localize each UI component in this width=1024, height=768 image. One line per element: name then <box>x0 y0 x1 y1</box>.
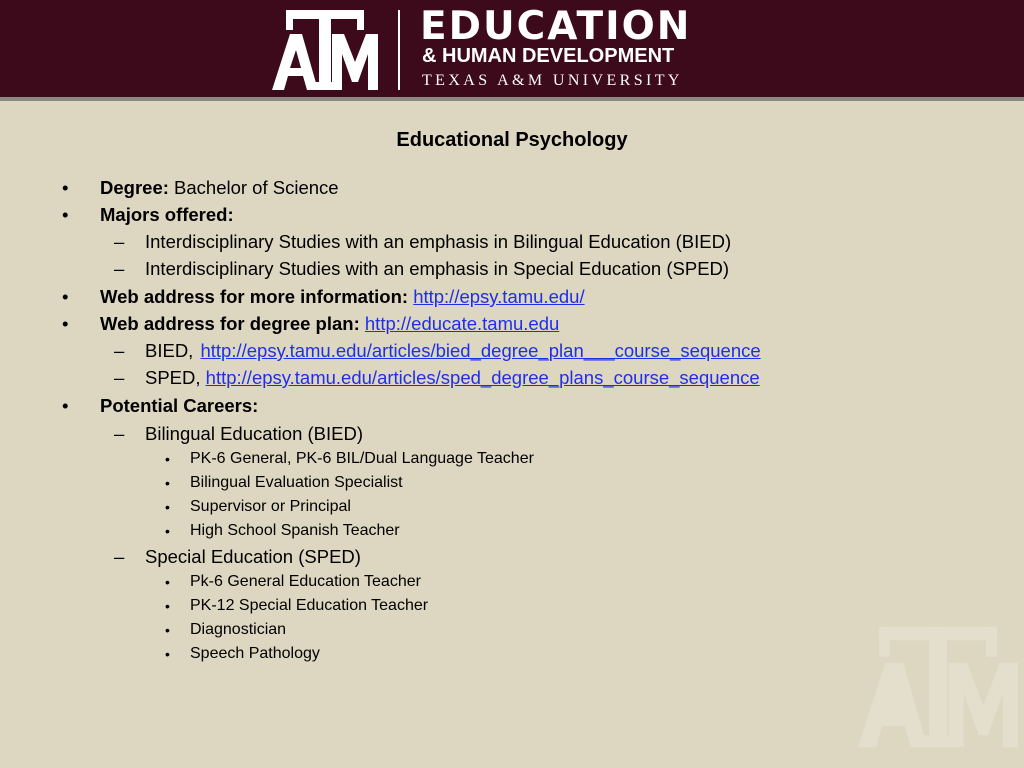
dash-icon: – <box>114 231 125 252</box>
career-item: Bilingual Evaluation Specialist <box>190 474 403 491</box>
college-name-secondary: & HUMAN DEVELOPMENT <box>422 45 675 67</box>
major-item-sped: Interdisciplinary Studies with an emphasis in Special Education (SPED) <box>145 258 730 279</box>
atm-watermark-icon <box>858 618 1018 756</box>
bullet-icon: • <box>62 177 69 198</box>
logo-divider <box>398 10 400 90</box>
bullet-icon: • <box>165 574 170 590</box>
major-item-bied: Interdisciplinary Studies with an emphasis in Bilingual Education (BIED) <box>145 231 732 252</box>
plan-link-sped-item <box>145 365 760 391</box>
career-item: High School Spanish Teacher <box>190 522 400 539</box>
career-item: Supervisor or Principal <box>190 498 351 515</box>
plan-link-sped-prefix: SPED, <box>145 367 201 388</box>
bullet-icon: • <box>165 523 170 539</box>
university-name: TEXAS A&M UNIVERSITY <box>422 72 683 89</box>
career-heading-sped: Special Education (SPED) <box>145 546 361 567</box>
plan-link-bied-prefix: BIED, <box>145 340 194 361</box>
bullet-icon: • <box>165 451 170 467</box>
dash-icon: – <box>114 258 125 279</box>
dash-icon: – <box>114 340 125 361</box>
plan-link-sped[interactable]: http://epsy.tamu.edu/articles/sped_degree_plans_course_sequence <box>205 367 760 388</box>
web-plan-label: Web address for degree plan: <box>100 313 360 334</box>
bullet-icon: • <box>62 313 69 334</box>
web-plan-item <box>100 311 559 337</box>
atm-logo-icon <box>272 10 378 90</box>
web-info-link[interactable]: http://epsy.tamu.edu/ <box>413 286 585 307</box>
bullet-icon: • <box>165 598 170 614</box>
header-banner <box>0 0 1024 101</box>
career-heading-bied: Bilingual Education (BIED) <box>145 423 363 444</box>
bullet-icon: • <box>62 286 69 307</box>
bullet-icon: • <box>165 646 170 662</box>
slide-title: Educational Psychology <box>396 129 628 151</box>
degree-item <box>100 175 339 201</box>
degree-value: Bachelor of Science <box>174 177 339 198</box>
careers-label: Potential Careers: <box>100 395 259 416</box>
career-item: Pk-6 General Education Teacher <box>190 573 421 590</box>
career-item: Speech Pathology <box>190 645 320 662</box>
dash-icon: – <box>114 423 125 444</box>
career-item: Diagnostician <box>190 621 287 638</box>
bullet-icon: • <box>62 204 69 225</box>
web-info-item <box>100 284 585 310</box>
bullet-icon: • <box>165 475 170 491</box>
dash-icon: – <box>114 367 125 388</box>
career-item: PK-6 General, PK-6 BIL/Dual Language Teacher <box>190 450 534 467</box>
dash-icon: – <box>114 546 125 567</box>
plan-link-bied-item <box>145 338 761 364</box>
bullet-icon: • <box>165 622 170 638</box>
degree-label: Degree: <box>100 177 169 198</box>
web-plan-link[interactable]: http://educate.tamu.edu <box>364 313 560 334</box>
web-info-label: Web address for more information: <box>100 286 409 307</box>
majors-label: Majors offered: <box>100 204 234 225</box>
plan-link-bied[interactable]: http://epsy.tamu.edu/articles/bied_degree_plan___course_sequence <box>200 340 761 361</box>
college-name-primary: EDUCATION <box>420 4 692 49</box>
career-item: PK-12 Special Education Teacher <box>190 597 429 614</box>
bullet-icon: • <box>62 395 69 416</box>
bullet-icon: • <box>165 499 170 515</box>
